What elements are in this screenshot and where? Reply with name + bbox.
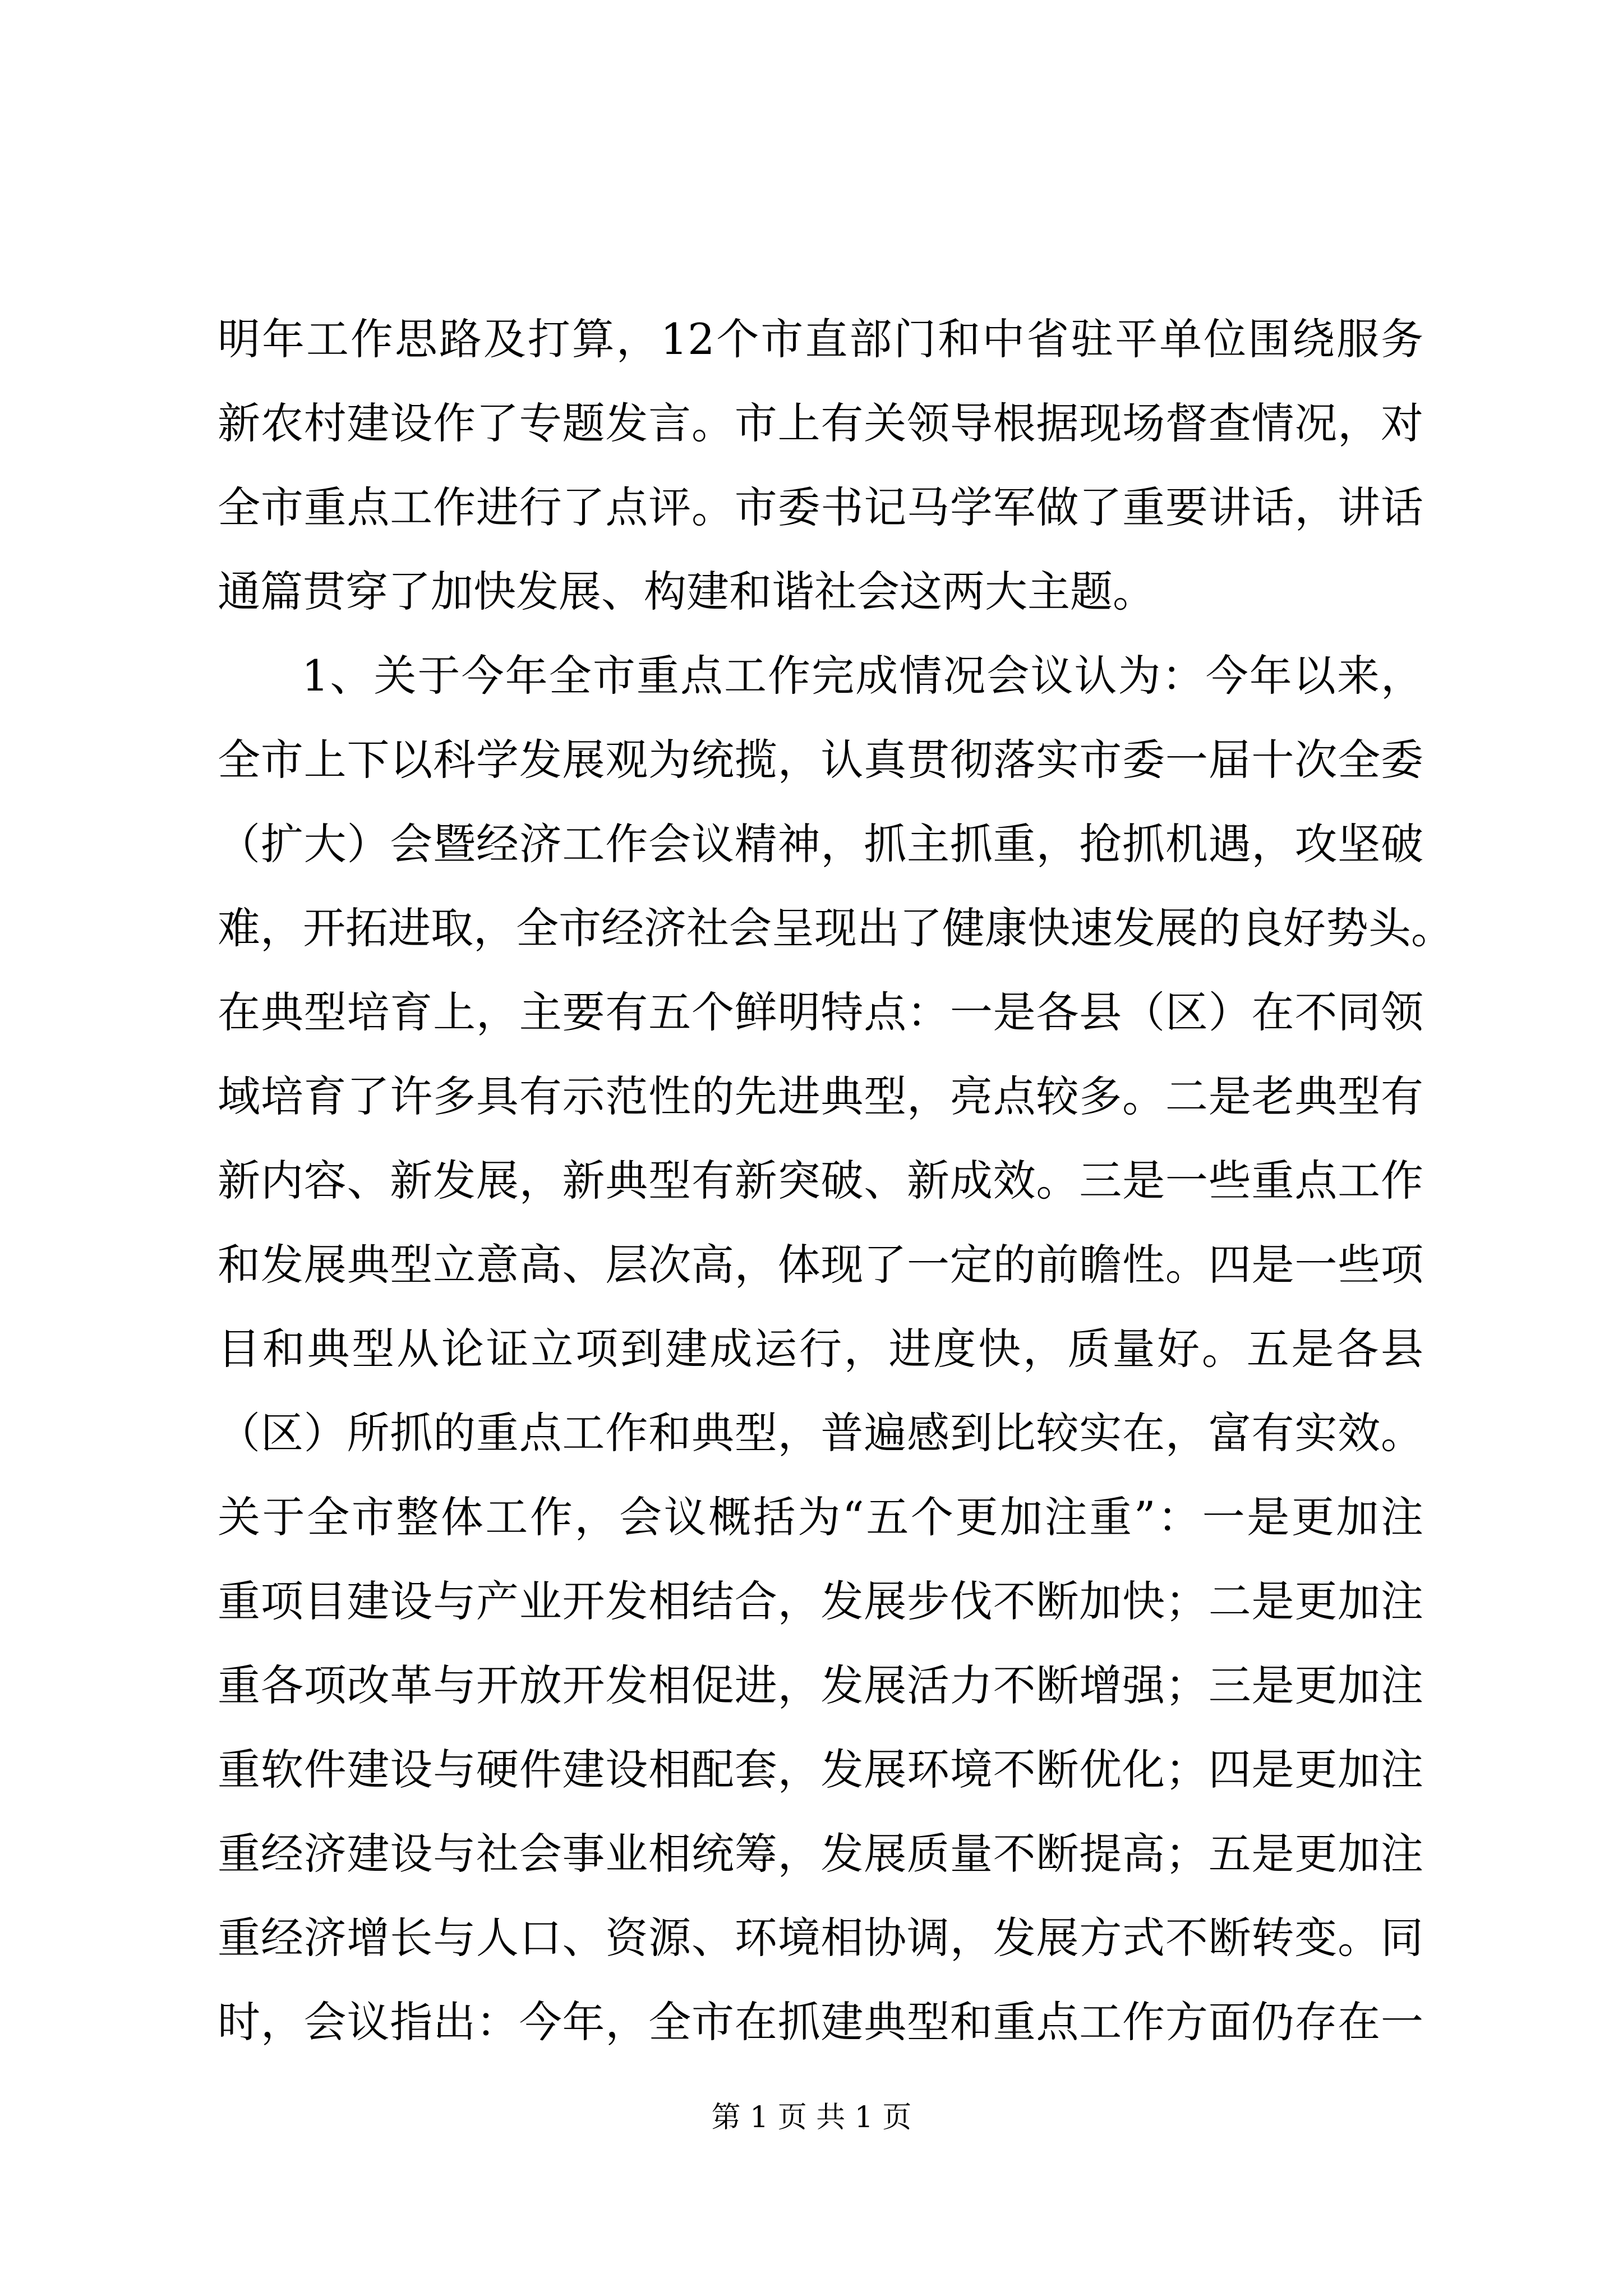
page-number-footer: 第 1 页 共 1 页	[711, 2101, 912, 2134]
paragraph-line-14: （区）所抓的重点工作和典型，普遍感到比较实在，富有实效。	[218, 1408, 1423, 1458]
paragraph-line-3: 全市重点工作进行了点评。市委书记马学军做了重要讲话，讲话	[218, 482, 1423, 532]
paragraph-line-15: 关于全市整体工作，会议概括为“五个更加注重”：一是更加注	[218, 1492, 1423, 1542]
paragraph-line-1: 明年工作思路及打算，12个市直部门和中省驻平单位围绕服务	[218, 314, 1423, 364]
paragraph-line-7: （扩大）会暨经济工作会议精神，抓主抓重，抢抓机遇，攻坚破	[218, 819, 1423, 869]
paragraph-line-16: 重项目建设与产业开发相结合，发展步伐不断加快；二是更加注	[218, 1576, 1423, 1626]
paragraph-line-17: 重各项改革与开放开发相促进，发展活力不断增强；三是更加注	[218, 1660, 1423, 1710]
paragraph-line-2: 新农村建设作了专题发言。市上有关领导根据现场督查情况，对	[218, 398, 1423, 448]
paragraph-line-5: 1、关于今年全市重点工作完成情况会议认为：今年以来，	[302, 651, 1423, 701]
paragraph-line-18: 重软件建设与硬件建设相配套，发展环境不断优化；四是更加注	[218, 1745, 1423, 1795]
paragraph-line-20: 重经济增长与人口、资源、环境相协调，发展方式不断转变。同	[218, 1913, 1423, 1963]
paragraph-line-8: 难，开拓进取，全市经济社会呈现出了健康快速发展的良好势头。	[218, 903, 1454, 953]
paragraph-line-4: 通篇贯穿了加快发展、构建和谐社会这两大主题。	[218, 567, 1155, 616]
paragraph-line-10: 域培育了许多具有示范性的先进典型，亮点较多。二是老典型有	[218, 1071, 1423, 1121]
paragraph-line-11: 新内容、新发展，新典型有新突破、新成效。三是一些重点工作	[218, 1156, 1423, 1205]
paragraph-line-21: 时，会议指出：今年，全市在抓建典型和重点工作方面仍存在一	[218, 1997, 1423, 2047]
paragraph-line-12: 和发展典型立意高、层次高，体现了一定的前瞻性。四是一些项	[218, 1240, 1423, 1290]
paragraph-line-19: 重经济建设与社会事业相统筹，发展质量不断提高；五是更加注	[218, 1829, 1423, 1879]
paragraph-line-9: 在典型培育上，主要有五个鲜明特点：一是各县（区）在不同领	[218, 987, 1423, 1037]
paragraph-line-13: 目和典型从论证立项到建成运行，进度快，质量好。五是各县	[218, 1324, 1423, 1374]
paragraph-line-6: 全市上下以科学发展观为统揽，认真贯彻落实市委一届十次全委	[218, 735, 1423, 785]
